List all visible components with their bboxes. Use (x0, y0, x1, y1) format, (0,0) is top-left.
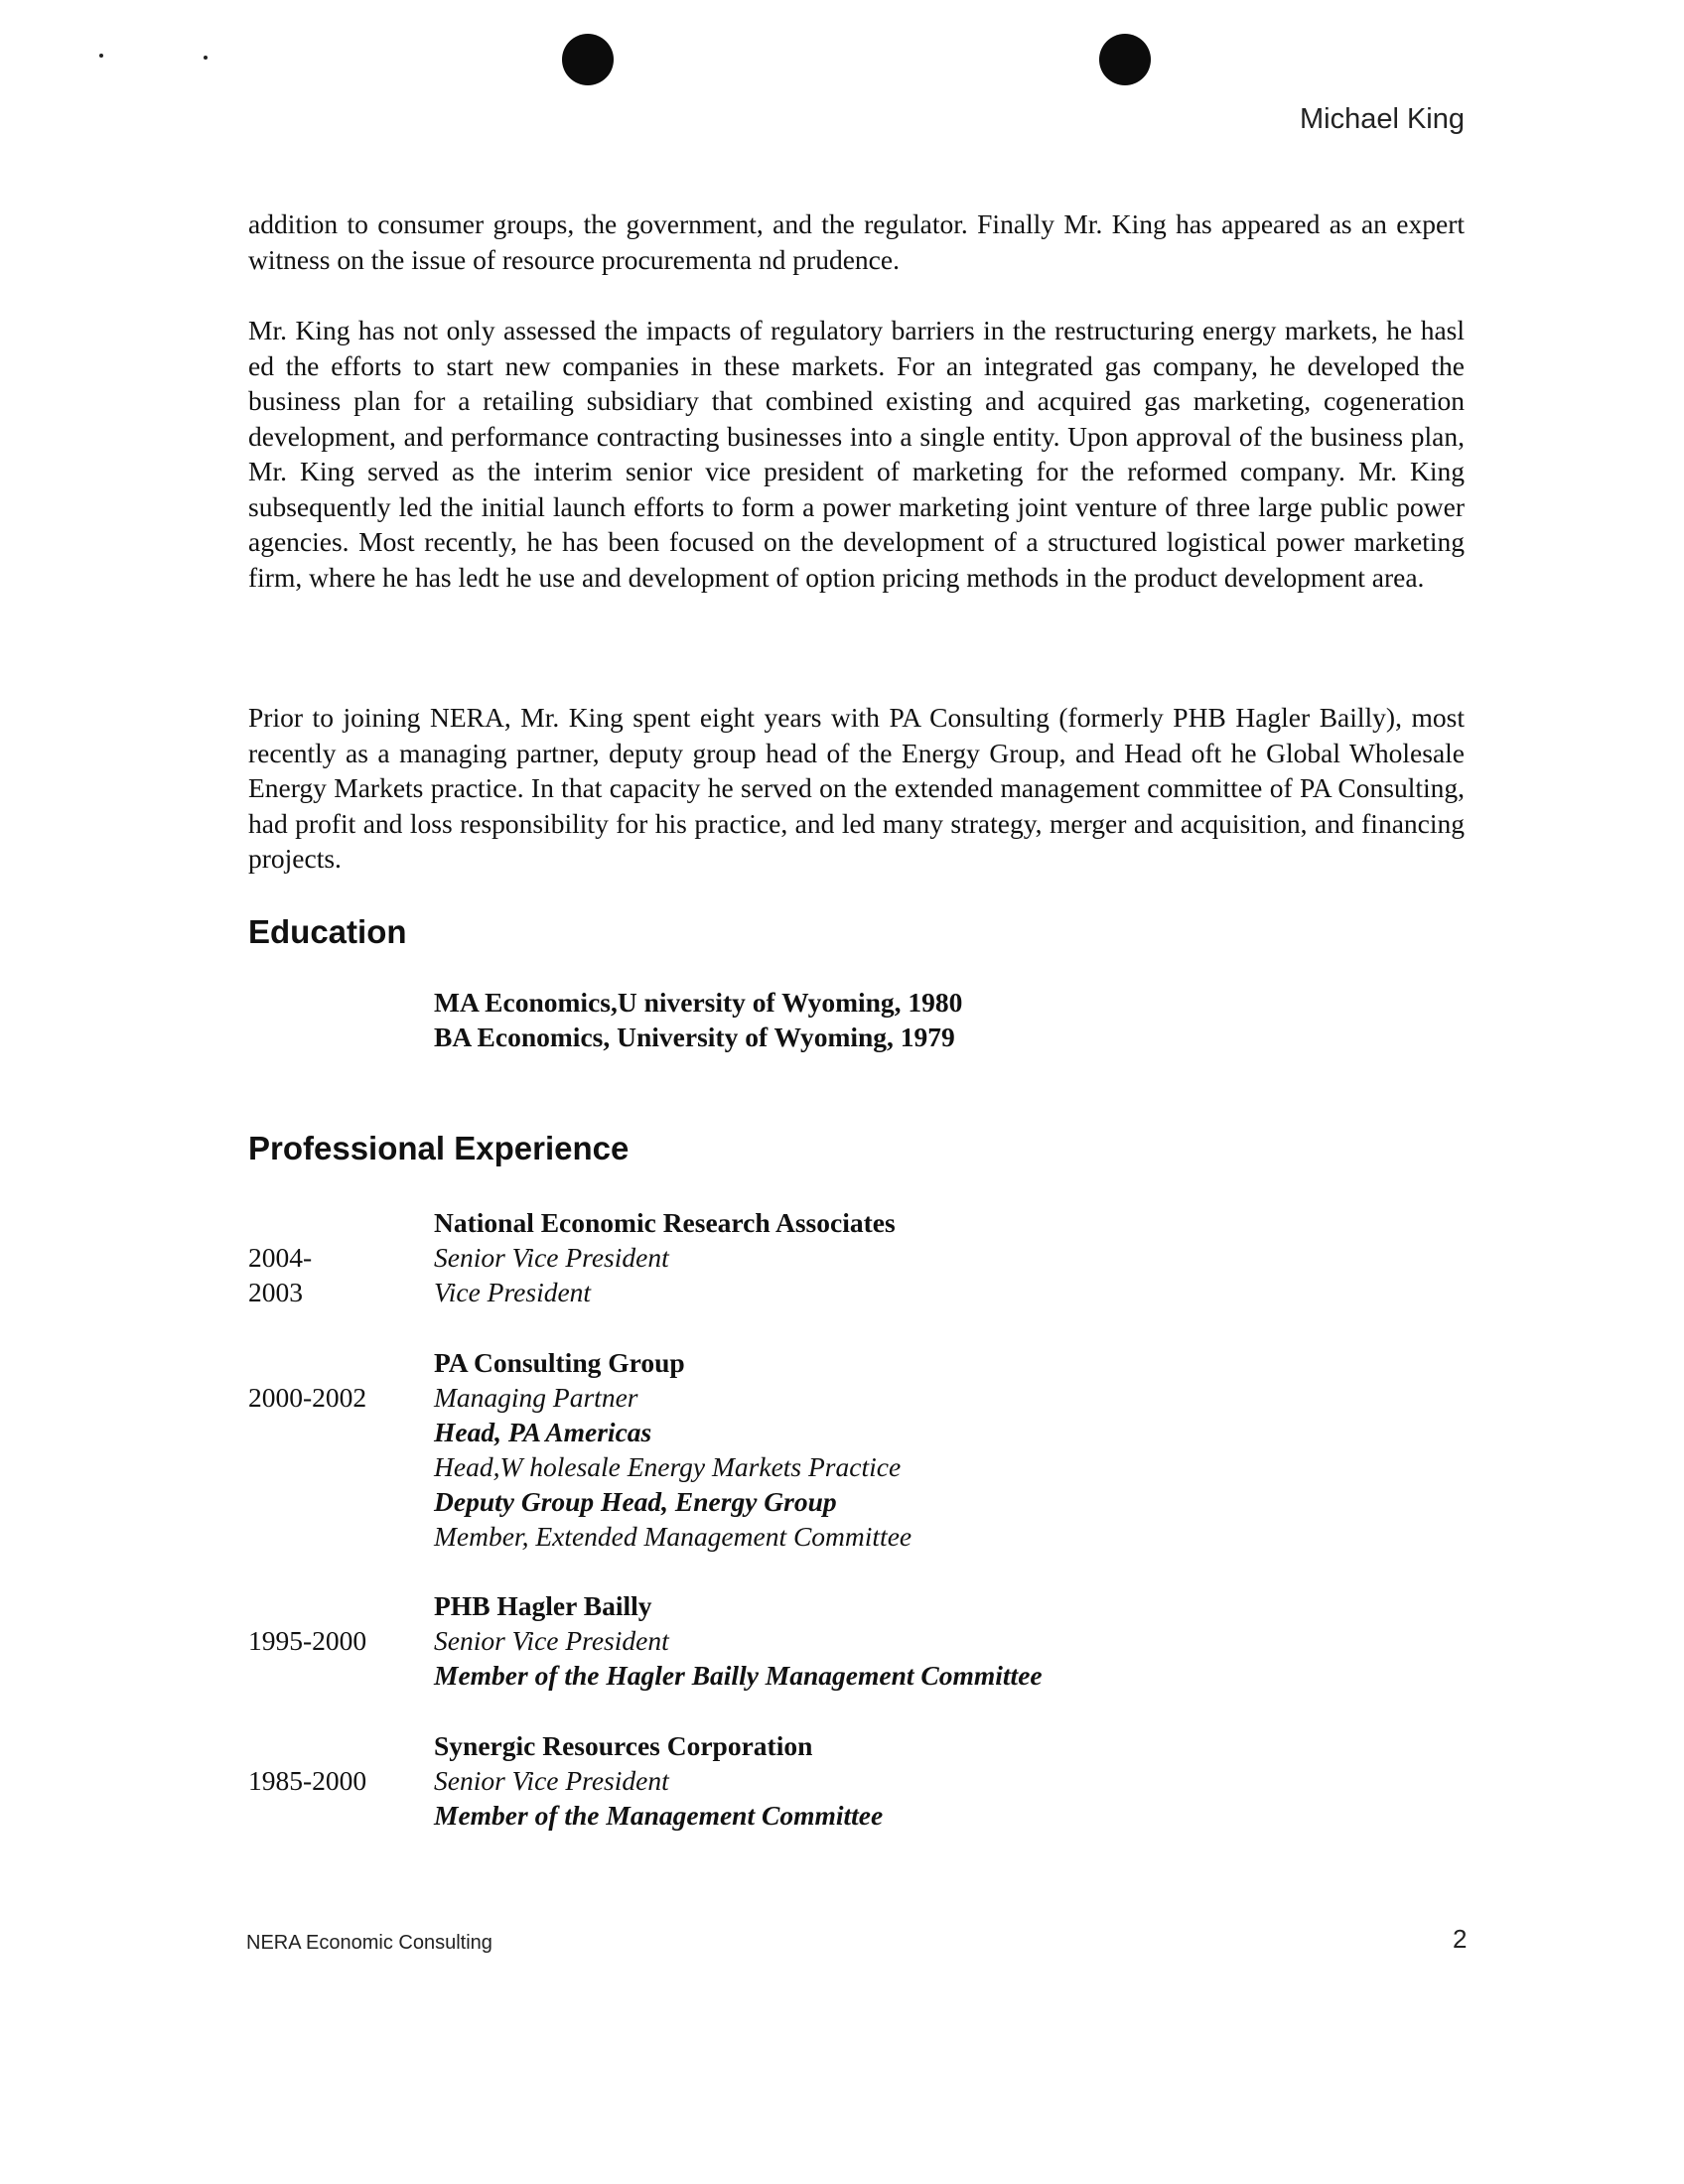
job-title: Senior Vice President (434, 1242, 669, 1273)
job-title: Member of the Hagler Bailly Management Committee (434, 1660, 1043, 1691)
experience-heading: Professional Experience (248, 1130, 630, 1166)
job-title: Member of the Management Committee (434, 1800, 884, 1831)
job-title: Senior Vice President (434, 1765, 669, 1796)
job-year: 2004- (248, 1242, 313, 1273)
degree-ma: MA Economics,U niversity of Wyoming, 1980 (434, 987, 963, 1018)
job-title: Head, PA Americas (434, 1417, 652, 1447)
degree-ba: BA Economics, University of Wyoming, 1979 (434, 1022, 955, 1052)
employer-name: PA Consulting Group (434, 1347, 685, 1378)
scan-speck (99, 54, 103, 58)
punch-hole-left (562, 34, 614, 85)
employer-name: Synergic Resources Corporation (434, 1730, 813, 1761)
job-year: 1995-2000 (248, 1625, 367, 1656)
job-year: 2003 (248, 1277, 303, 1307)
job-year: 1985-2000 (248, 1765, 367, 1796)
job-title: Senior Vice President (434, 1625, 669, 1656)
paragraph-3: Prior to joining NERA, Mr. King spent eight years with PA Consulting (formerly PHB Hagler Bailly), most recently as a managing partner, deputy group head of the Energy Group, and Head oft he Global Wholesale Energy Markets practice. In that capacity he served on the extended management committee of PA Consulting, had profit and loss responsibility for his practice, and led many strategy, merger and acquisition, and financing projects. (248, 702, 1465, 874)
header-name: Michael King (1299, 103, 1465, 135)
job-title: Vice President (434, 1277, 592, 1307)
paragraph-1: addition to consumer groups, the government, and the regulator. Finally Mr. King has appeared as an expert witness on the issue of resource procurementa nd prudence. (248, 208, 1465, 275)
scan-speck (204, 56, 208, 60)
job-title: Managing Partner (434, 1382, 638, 1413)
education-heading: Education (248, 913, 407, 950)
page-number: 2 (1453, 1924, 1468, 1954)
footer-firm: NERA Economic Consulting (246, 1932, 492, 1954)
employer-name: PHB Hagler Bailly (434, 1590, 652, 1621)
employer-name: National Economic Research Associates (434, 1207, 896, 1238)
job-title: Member, Extended Management Committee (434, 1521, 912, 1552)
job-title: Head,W holesale Energy Markets Practice (434, 1451, 902, 1482)
job-title: Deputy Group Head, Energy Group (434, 1486, 837, 1517)
job-year: 2000-2002 (248, 1382, 367, 1413)
punch-hole-right (1099, 34, 1151, 85)
paragraph-2: Mr. King has not only assessed the impacts of regulatory barriers in the restructuring energy markets, he hasl ed the efforts to start new companies in these markets. For an integrated gas company, he developed the business plan for a retailing subsidiary that combined existing and acquired gas marketing, cogeneration development, and performance contracting businesses into a single entity. Upon approval of the business plan, Mr. King served as the interim senior vice president of marketing for the reformed company. Mr. King subsequently led the initial launch efforts to form a power marketing joint venture of three large public power agencies. Most recently, he has been focused on the development of a structured logistical power marketing firm, where he has ledt he use and development of option pricing methods in the product development area. (248, 315, 1465, 593)
